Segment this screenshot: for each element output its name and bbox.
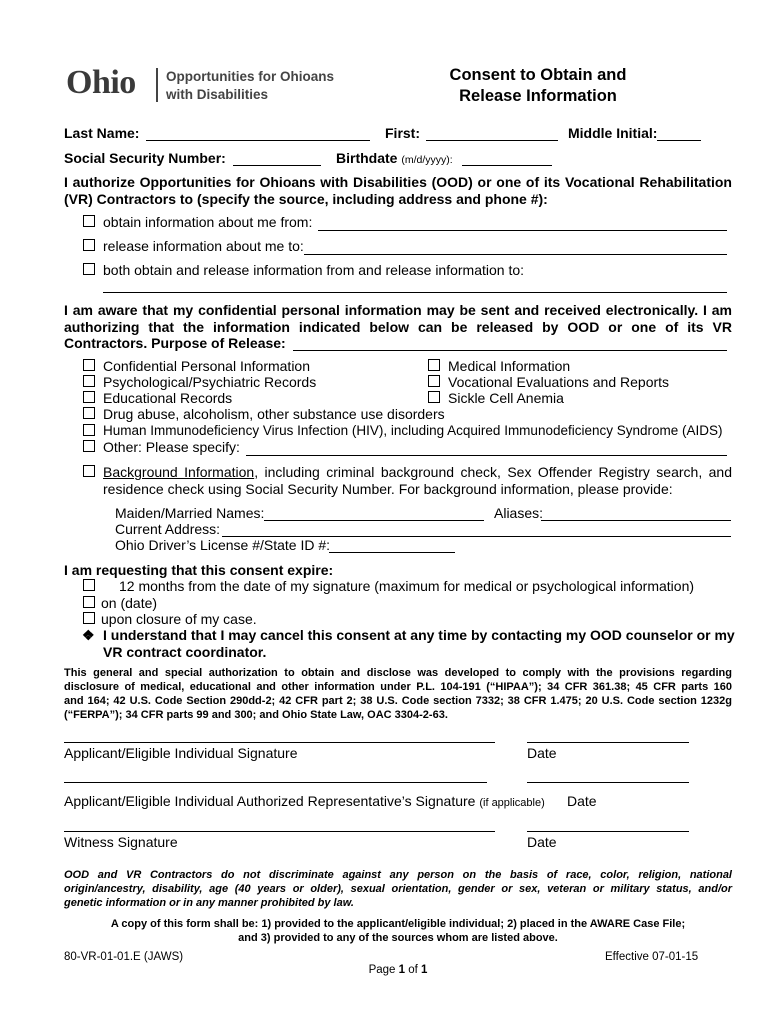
birthdate-format-hint: (m/d/yyyy):	[401, 154, 453, 166]
expire-on-date-label: on (date)	[101, 595, 158, 611]
org-name-line2: with Disabilities	[166, 87, 269, 102]
witness-date-field[interactable]	[527, 831, 689, 832]
page-total: 1	[421, 964, 428, 976]
expire-case-closure-checkbox[interactable]	[83, 612, 95, 624]
representative-signature-field[interactable]	[64, 782, 487, 783]
page-number	[64, 964, 732, 976]
expire-heading: I am requesting that this consent expire:	[64, 562, 334, 578]
witness-signature-field[interactable]	[64, 831, 495, 832]
authorize-text-line2: (VR) Contractors to (specify the source, including address and phone #):	[64, 191, 548, 207]
cancel-text-line1: I understand that I may cancel this consent at any time by contacting my OOD counselor or my	[103, 627, 735, 643]
legal-text-line1: This general and special authorization to obtain and disclose was developed to comply with the provisions regarding	[64, 667, 732, 679]
hiv-label: Human Immunodeficiency Virus Infection (HIV), including Acquired Immunodeficiency Syndrome (AIDS)	[103, 423, 723, 438]
expire-12-months-checkbox[interactable]	[83, 579, 95, 591]
psych-records-label: Psychological/Psychiatric Records	[103, 374, 317, 390]
other-checkbox[interactable]	[83, 440, 95, 452]
ohio-wordmark: Ohio	[66, 64, 136, 101]
copy-note-line2: and 3) provided to any of the sources whom are listed above.	[238, 932, 558, 944]
authorize-text-line1: I authorize Opportunities for Ohioans with Disabilities (OOD) or one of its Vocational Rehabilitation	[64, 174, 732, 190]
obtain-label: obtain information about me from:	[103, 214, 313, 230]
background-info-heading: Background Information	[103, 464, 255, 480]
ssn-label: Social Security Number:	[64, 150, 226, 166]
form-title-line1: Consent to Obtain and	[449, 66, 627, 84]
birthdate-label	[336, 150, 453, 166]
effective-date: Effective 07-01-15	[605, 951, 699, 963]
sickle-cell-checkbox[interactable]	[428, 391, 440, 403]
purpose-label: Contractors. Purpose of Release:	[64, 335, 286, 351]
page-prefix: Page	[368, 964, 399, 976]
expire-on-date-checkbox[interactable]	[83, 596, 95, 608]
confidential-info-label: Confidential Personal Information	[103, 358, 311, 374]
current-address-label: Current Address:	[115, 521, 221, 537]
medical-info-label: Medical Information	[448, 358, 571, 374]
other-specify-field[interactable]	[246, 455, 727, 456]
first-name-field[interactable]	[426, 140, 558, 141]
copy-note-line1: A copy of this form shall be: 1) provided to the applicant/eligible individual; 2) placed in the AWARE Case File;	[110, 918, 686, 930]
license-field[interactable]	[329, 552, 455, 553]
legal-text-line4: (“FERPA”); 34 CFR parts 99 and 300; and Ohio State Law, OAC 3304-2-63.	[64, 709, 448, 721]
hiv-checkbox[interactable]	[83, 424, 95, 436]
last-name-label: Last Name:	[64, 125, 140, 141]
representative-signature-label	[64, 793, 545, 809]
applicant-signature-field[interactable]	[64, 742, 495, 743]
vocational-eval-label: Vocational Evaluations and Reports	[448, 374, 670, 390]
release-source-field[interactable]	[304, 254, 727, 255]
representative-date-field[interactable]	[527, 782, 689, 783]
page-current: 1	[398, 964, 406, 976]
background-text-line1	[103, 464, 732, 480]
psych-records-checkbox[interactable]	[83, 375, 95, 387]
obtain-checkbox[interactable]	[83, 215, 95, 227]
license-label: Ohio Driver’s License #/State ID #:	[115, 537, 331, 553]
middle-initial-field[interactable]	[657, 140, 701, 141]
both-source-field[interactable]	[103, 292, 727, 293]
background-text-line2: residence check using Social Security Number. For background information, please provide:	[103, 481, 673, 497]
representative-signature-text: Applicant/Eligible Individual Authorized Representative’s Signature	[64, 793, 476, 809]
other-label: Other: Please specify:	[103, 439, 240, 455]
drug-abuse-label: Drug abuse, alcoholism, other substance use disorders	[103, 406, 445, 422]
aliases-field[interactable]	[541, 520, 731, 521]
if-applicable-note: (if applicable)	[479, 797, 545, 809]
last-name-field[interactable]	[146, 140, 370, 141]
expire-case-closure-label: upon closure of my case.	[101, 611, 257, 627]
representative-date-label: Date	[567, 793, 597, 809]
cancel-text-line2: VR contract coordinator.	[103, 644, 267, 660]
confidential-info-checkbox[interactable]	[83, 359, 95, 371]
maiden-names-field[interactable]	[264, 520, 484, 521]
educational-records-checkbox[interactable]	[83, 391, 95, 403]
maiden-names-label: Maiden/Married Names:	[115, 505, 265, 521]
vocational-eval-checkbox[interactable]	[428, 375, 440, 387]
birthdate-field[interactable]	[462, 165, 552, 166]
first-name-label: First:	[385, 125, 420, 141]
background-checkbox[interactable]	[83, 465, 95, 477]
both-checkbox[interactable]	[83, 263, 95, 275]
middle-initial-label: Middle Initial:	[568, 125, 658, 141]
nondiscrimination-line1: OOD and VR Contractors do not discriminate against any person on the basis of race, color, religion, national	[64, 869, 732, 881]
purpose-field[interactable]	[293, 350, 727, 351]
background-text-rest: , including criminal background check, Sex Offender Registry search, and	[254, 464, 732, 480]
sickle-cell-label: Sickle Cell Anemia	[448, 390, 564, 406]
birthdate-label-text: Birthdate	[336, 150, 398, 166]
form-number: 80-VR-01-01.E (JAWS)	[64, 951, 184, 963]
legal-text-line2: disclosure of medical, educational and other information under P.L. 104-191 (“HIPAA”); 34 CFR 361.38; 45 CFR parts 160	[64, 681, 732, 693]
medical-info-checkbox[interactable]	[428, 359, 440, 371]
release-checkbox[interactable]	[83, 239, 95, 251]
nondiscrimination-line2: origin/ancestry, disability, age (40 years or older), sexual orientation, gender or sex, veteran or military status, and/or	[64, 883, 732, 895]
applicant-date-field[interactable]	[527, 742, 689, 743]
ssn-field[interactable]	[233, 165, 321, 166]
aware-text-line2: authorizing that the information indicated below can be released by OOD or one of its VR	[64, 319, 732, 335]
aware-text-line1: I am aware that my confidential personal information may be sent and received electronically. I am	[64, 302, 732, 318]
witness-signature-label: Witness Signature	[64, 834, 178, 850]
educational-records-label: Educational Records	[103, 390, 233, 406]
nondiscrimination-line3: genetic information or in any manner prohibited by law.	[64, 897, 354, 909]
expire-12-months-label: 12 months from the date of my signature (maximum for medical or psychological information)	[119, 578, 695, 594]
applicant-date-label: Date	[527, 745, 557, 761]
both-label: both obtain and release information from and release information to:	[103, 262, 525, 278]
logo-divider	[156, 68, 158, 102]
applicant-signature-label: Applicant/Eligible Individual Signature	[64, 745, 298, 761]
cancel-bullet-icon: ❖	[82, 627, 95, 643]
witness-date-label: Date	[527, 834, 557, 850]
legal-text-line3: and 164; 42 U.S. Code Section 290dd-2; 42 CFR part 2; 38 U.S. Code section 7332; 38 CFR 1.475; 20 U.S. Code section 1232g	[64, 695, 732, 707]
page-of: of	[405, 964, 422, 976]
aliases-label: Aliases:	[494, 505, 544, 521]
drug-abuse-checkbox[interactable]	[83, 407, 95, 419]
org-name-line1: Opportunities for Ohioans	[166, 69, 334, 84]
obtain-source-field[interactable]	[318, 230, 727, 231]
release-label: release information about me to:	[103, 238, 304, 254]
form-title-line2: Release Information	[459, 87, 617, 105]
